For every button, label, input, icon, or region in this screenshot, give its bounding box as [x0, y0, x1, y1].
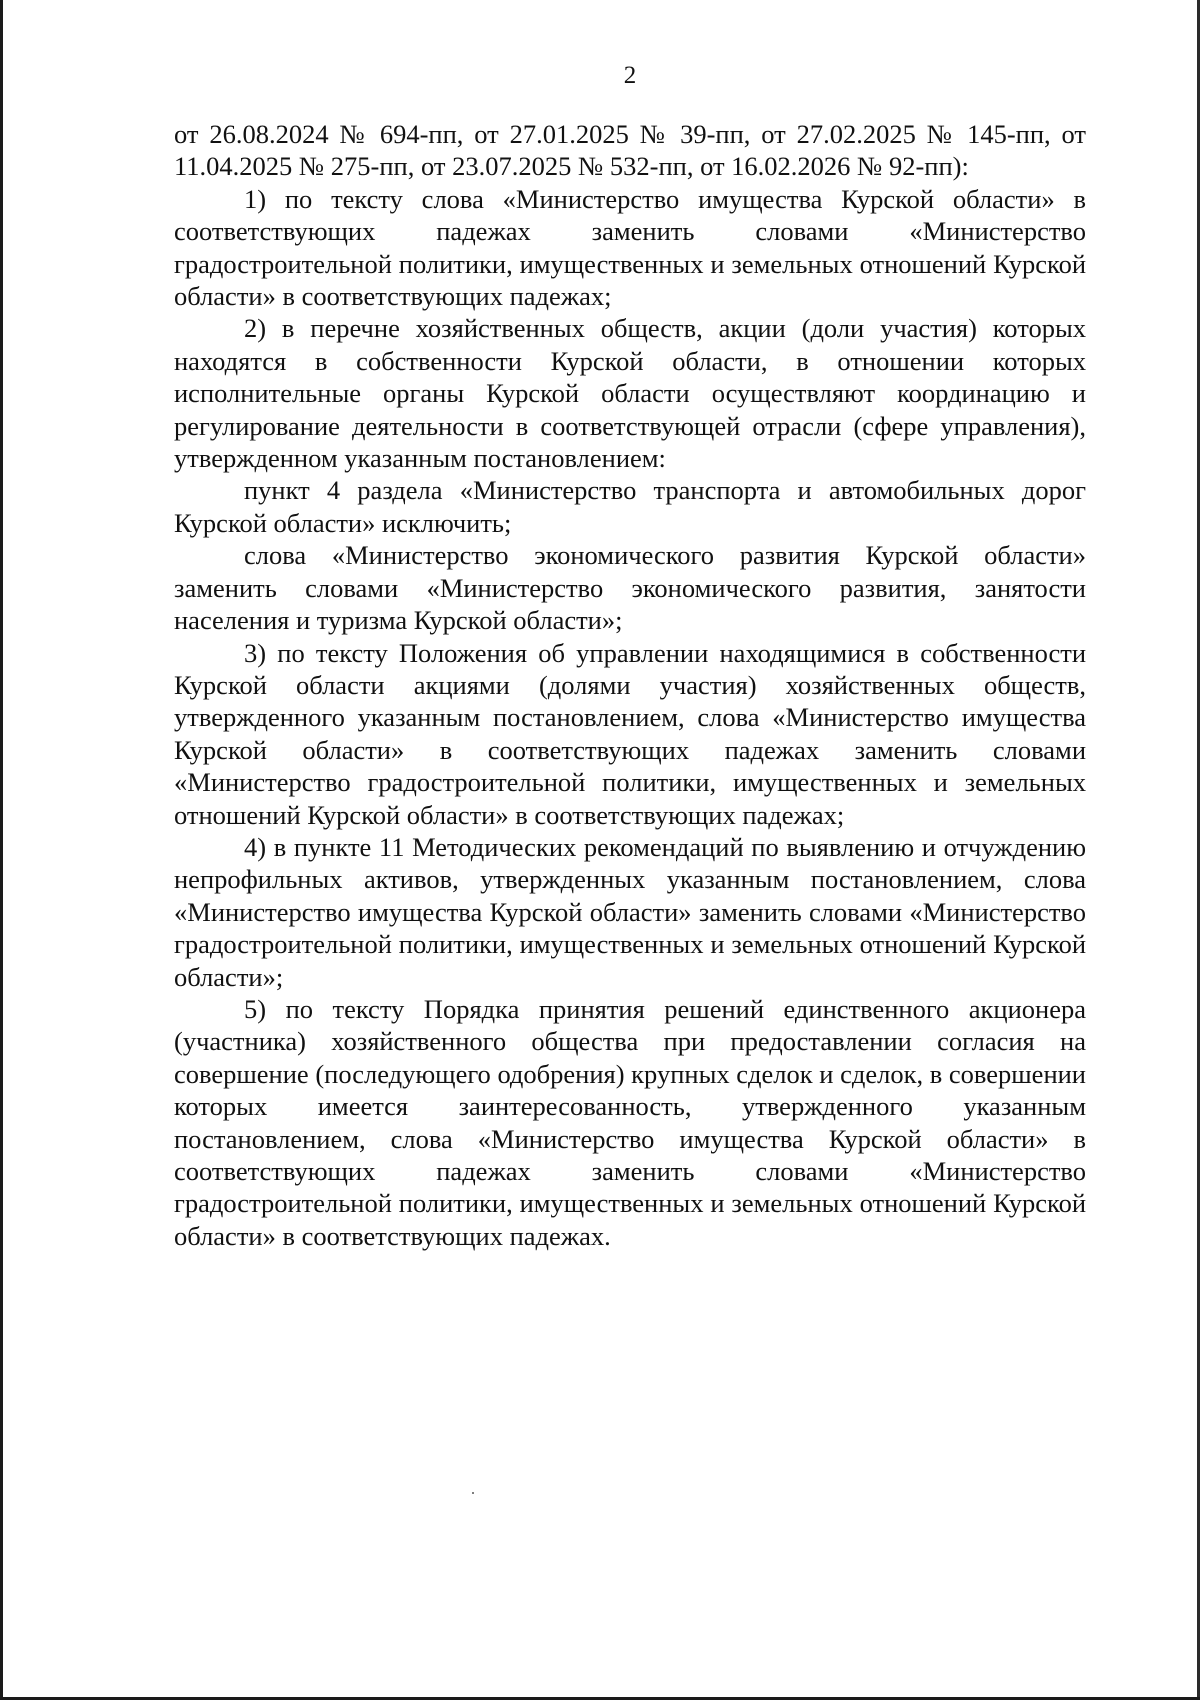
scan-speck [472, 1492, 474, 1494]
page-number: 2 [623, 62, 637, 89]
paragraph-item-2-subclause-b: слова «Министерство экономического развития Курской области» заменить словами «Министерство экономического развития, занятости населения и туризма Курской области»; [174, 540, 1086, 636]
paragraph-item-4: 4) в пункте 11 Методических рекомендаций по выявлению и отчуждению непрофильных активов, утвержденных указанным постановлением, слова «Министерство имущества Курской области» заменить словами «Министерство градостроительной политики, имущественных и земельных отношений Курской области»; [174, 831, 1086, 992]
paragraph-item-5: 5) по тексту Порядка принятия решений единственного акционера (участника) хозяйственного общества при предоставлении согласия на совершение (последующего одобрения) крупных сделок и сделок, в совершении которых имеется заинтересованность, утвержденного указанным постановлением, слова «Министерство имущества Курской области» в соответствующих падежах заменить словами «Министерство градостроительной политики, имущественных и земельных отношений Курской области» в соответствующих падежах. [174, 993, 1086, 1251]
paragraph-item-2-subclause-a: пункт 4 раздела «Министерство транспорта и автомобильных дорог Курской области» исключить; [174, 475, 1086, 538]
paragraph-item-1: 1) по тексту слова «Министерство имущества Курской области» в соответствующих падежах заменить словами «Министерство градостроительной политики, имущественных и земельных отношений Курской области» в соответствующих падежах; [174, 183, 1086, 312]
scan-border-left [0, 0, 3, 1700]
paragraph-item-3: 3) по тексту Положения об управлении находящимися в собственности Курской области акциями (долями участия) хозяйственных обществ, утвержденного указанным постановлением, слова «Министерство имущества Курской области» в соответствующих падежах заменить словами «Министерство градостроительной политики, имущественных и земельных отношений Курской области» в соответствующих падежах; [174, 637, 1086, 830]
document-body [174, 118, 1086, 1252]
paragraph-item-2: 2) в перечне хозяйственных обществ, акции (доли участия) которых находятся в собственности Курской области, в отношении которых исполнительные органы Курской области осуществляют координацию и регулирование деятельности в соответствующей отрасли (сфере управления), утвержденном указанным постановлением: [174, 313, 1086, 474]
paragraph-amendment-list-continuation: от 26.08.2024 № 694-пп, от 27.01.2025 № 39-пп, от 27.02.2025 № 145-пп, от 11.04.2025 № 275-пп, от 23.07.2025 № 532-пп, от 16.02.2026 № 92-пп): [174, 119, 1086, 182]
